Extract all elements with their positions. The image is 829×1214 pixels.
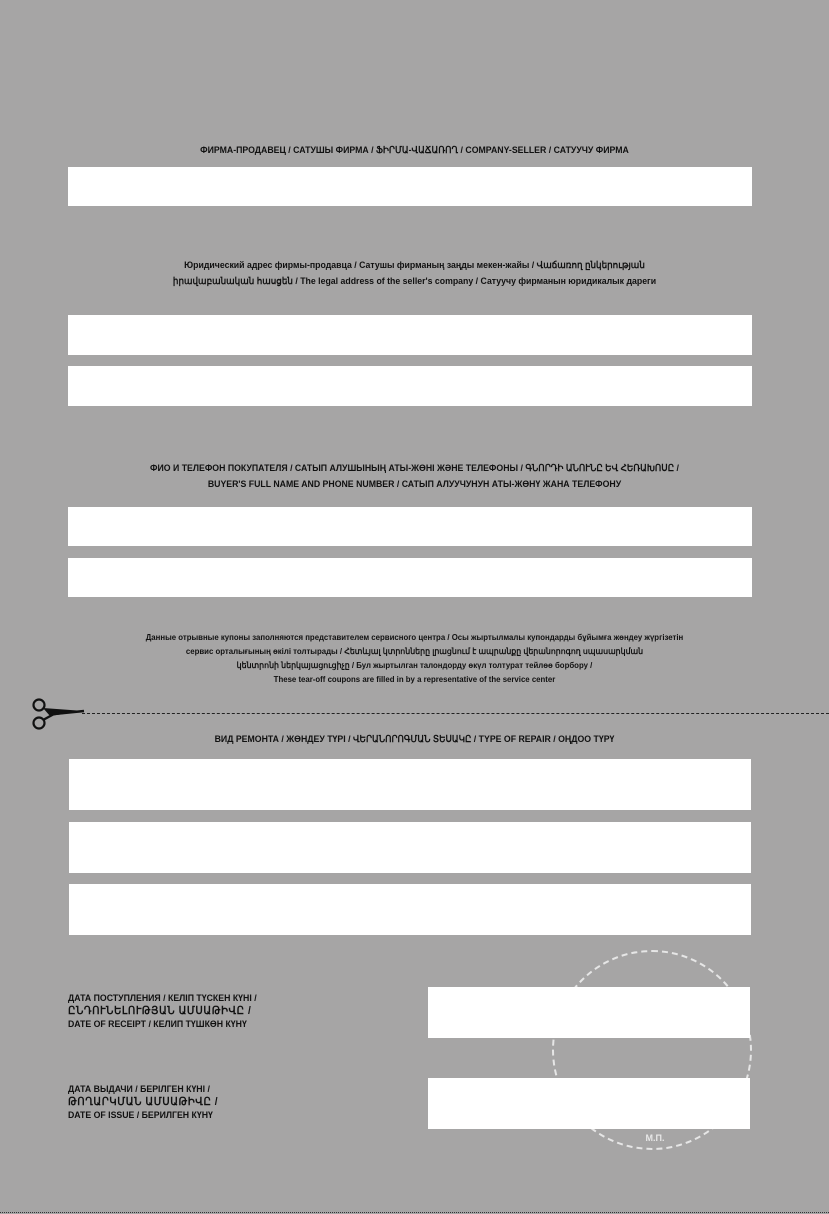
date-receipt-label xyxy=(68,992,257,1031)
date-issue-label xyxy=(68,1083,218,1122)
buyer-field-1[interactable] xyxy=(68,507,752,546)
cut-line xyxy=(82,713,829,714)
legal-address-label-line2: իրավաբանական հասցեն / The legal address of the seller's company / Сатуучу фирманын юридикалык дареги xyxy=(172,276,657,287)
date-receipt-label-line3: DATE OF RECEIPT / КЕЛИП ТҮШКӨН КҮНҮ xyxy=(68,1019,247,1030)
date-receipt-field[interactable] xyxy=(428,987,750,1038)
repair-field-1[interactable] xyxy=(69,759,751,810)
coupon-note-line2: сервис орталығының өкілі толтырады / Հետևյալ կտրոնները լրացնում է ապրանքը վերանորոգող սպասարկման xyxy=(185,646,644,656)
bottom-divider xyxy=(0,1212,829,1213)
coupon-note-line4: These tear-off coupons are filled in by a representative of the service center xyxy=(273,674,556,684)
stamp-label: М.П. xyxy=(645,1133,665,1143)
legal-address-field-2[interactable] xyxy=(68,366,752,406)
seller-label: ФИРМА-ПРОДАВЕЦ / САТУШЫ ФИРМА / ՖԻՐՄԱ-ՎԱՃԱՌՈՂ / COMPANY-SELLER / САТУУЧУ ФИРМА xyxy=(200,145,629,156)
date-issue-label-line1: ДАТА ВЫДАЧИ / БЕРІЛГЕН КҮНІ / xyxy=(68,1084,210,1095)
coupon-note-line3: կենտրոնի ներկայացուցիչը / Бул жыртылган талондорду өкүл толтурат тейлөө борбору / xyxy=(236,660,593,670)
scissors-icon xyxy=(30,697,86,731)
repair-field-3[interactable] xyxy=(69,884,751,935)
date-issue-label-line3: DATE OF ISSUE / БЕРИЛГЕН КҮНҮ xyxy=(68,1110,213,1121)
buyer-label-line1: ФИО И ТЕЛЕФОН ПОКУПАТЕЛЯ / САТЫП АЛУШЫНЫҢ АТЫ-ЖӨНІ ЖӘНЕ ТЕЛЕФОНЫ / ԳՆՈՐԴԻ ԱՆՈՒՆԸ ԵՎ ՀԵՌԱԽՈՍԸ / xyxy=(150,463,679,474)
buyer-label-line2: BUYER'S FULL NAME AND PHONE NUMBER / САТЫП АЛУУЧУНУН АТЫ-ЖӨНҮ ЖАНА ТЕЛЕФОНУ xyxy=(207,479,622,490)
date-issue-field[interactable] xyxy=(428,1078,750,1129)
legal-address-field-1[interactable] xyxy=(68,315,752,355)
legal-address-label-line1: Юридический адрес фирмы-продавца / Сатушы фирманың заңды мекен-жайы / Վաճառող ընկերության xyxy=(184,260,645,271)
coupon-note-line1: Данные отрывные купоны заполняются представителем сервисного центра / Осы жыртылмалы купондарды бұйымға жөндеу жүргізетін xyxy=(145,632,684,642)
seller-field[interactable] xyxy=(68,167,752,206)
repair-field-2[interactable] xyxy=(69,822,751,873)
date-receipt-label-line1: ДАТА ПОСТУПЛЕНИЯ / КЕЛІП ТҮСКЕН КҮНІ / xyxy=(68,993,257,1004)
repair-label: ВИД РЕМОНТА / ЖӨНДЕУ ТҮРІ / ՎԵՐԱՆՈՐՈԳՄԱՆ ՏԵՍԱԿԸ / TYPE OF REPAIR / ОҢДОО ТҮРҮ xyxy=(214,734,615,745)
buyer-field-2[interactable] xyxy=(68,558,752,597)
date-receipt-label-line2: ԸՆԴՈՒՆԵԼՈՒԹՅԱՆ ԱՄՍԱԹԻՎԸ / xyxy=(68,1005,252,1017)
date-issue-label-line2: ԹՈՂԱՐԿՄԱՆ ԱՄՍԱԹԻՎԸ / xyxy=(68,1096,219,1108)
